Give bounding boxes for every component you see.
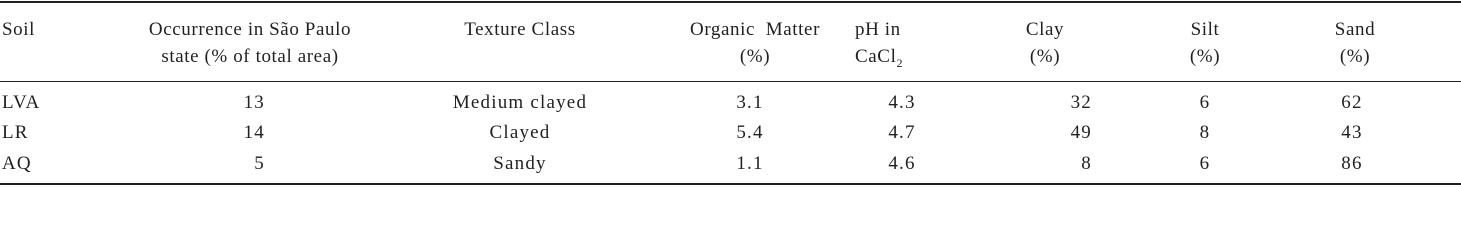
header-sand [1300,16,1410,70]
row-1-soil: LVA [2,92,41,113]
header-silt-line2: (%) [1189,46,1221,67]
row-3-texture: Sandy [493,153,547,174]
header-ph-line2 [855,43,935,70]
row-1-ph: 4.3 [888,92,916,113]
header-organic-matter [655,16,855,70]
row-3-clay: 8 [1081,153,1092,174]
header-occurrence-line1: Occurrence in São Paulo [148,19,352,40]
header-ph [855,16,935,70]
row-1-texture: Medium clayed [452,92,588,113]
row-3-occurrence: 5 [254,153,265,174]
header-silt-line1: Silt [1190,19,1220,40]
header-sand-line2: (%) [1339,46,1371,67]
row-3-sand: 86 [1341,153,1363,174]
row-1-occurrence: 13 [243,92,265,113]
header-organic-line2: (%) [739,46,771,67]
header-ph-subscript: 2 [896,56,904,70]
row-1-organic-matter: 3.1 [736,92,764,113]
table-header-rule [0,81,1461,82]
header-silt [1150,16,1260,70]
header-occurrence-line2: state (% of total area) [161,46,339,67]
header-clay-line2: (%) [1029,46,1061,67]
row-2-organic-matter: 5.4 [736,122,764,143]
header-clay-line1: Clay [1025,19,1065,40]
row-3-soil: AQ [2,153,32,174]
table-bottom-rule [0,183,1461,185]
row-2-silt: 8 [1199,122,1211,143]
row-2-ph: 4.7 [888,122,916,143]
row-2-texture: Clayed [489,122,551,143]
header-soil: Soil [2,19,36,40]
header-ph-line1: pH in [855,19,901,40]
header-organic-line1: Organic Matter [690,19,820,40]
header-ph-cacl: CaCl [855,46,897,67]
row-2-soil: LR [2,122,29,143]
row-3-organic-matter: 1.1 [736,153,764,174]
header-occurrence [120,16,380,70]
header-texture-class: Texture Class [464,19,576,40]
row-1-clay: 32 [1070,92,1092,113]
row-3-ph: 4.6 [888,153,916,174]
row-1-sand: 62 [1341,92,1363,113]
row-2-occurrence: 14 [243,122,265,143]
row-1-silt: 6 [1199,92,1211,113]
header-sand-line1: Sand [1334,19,1376,40]
row-2-sand: 43 [1341,122,1363,143]
table-top-rule [0,1,1461,3]
header-clay [990,16,1100,70]
row-2-clay: 49 [1070,122,1092,143]
row-3-silt: 6 [1199,153,1211,174]
